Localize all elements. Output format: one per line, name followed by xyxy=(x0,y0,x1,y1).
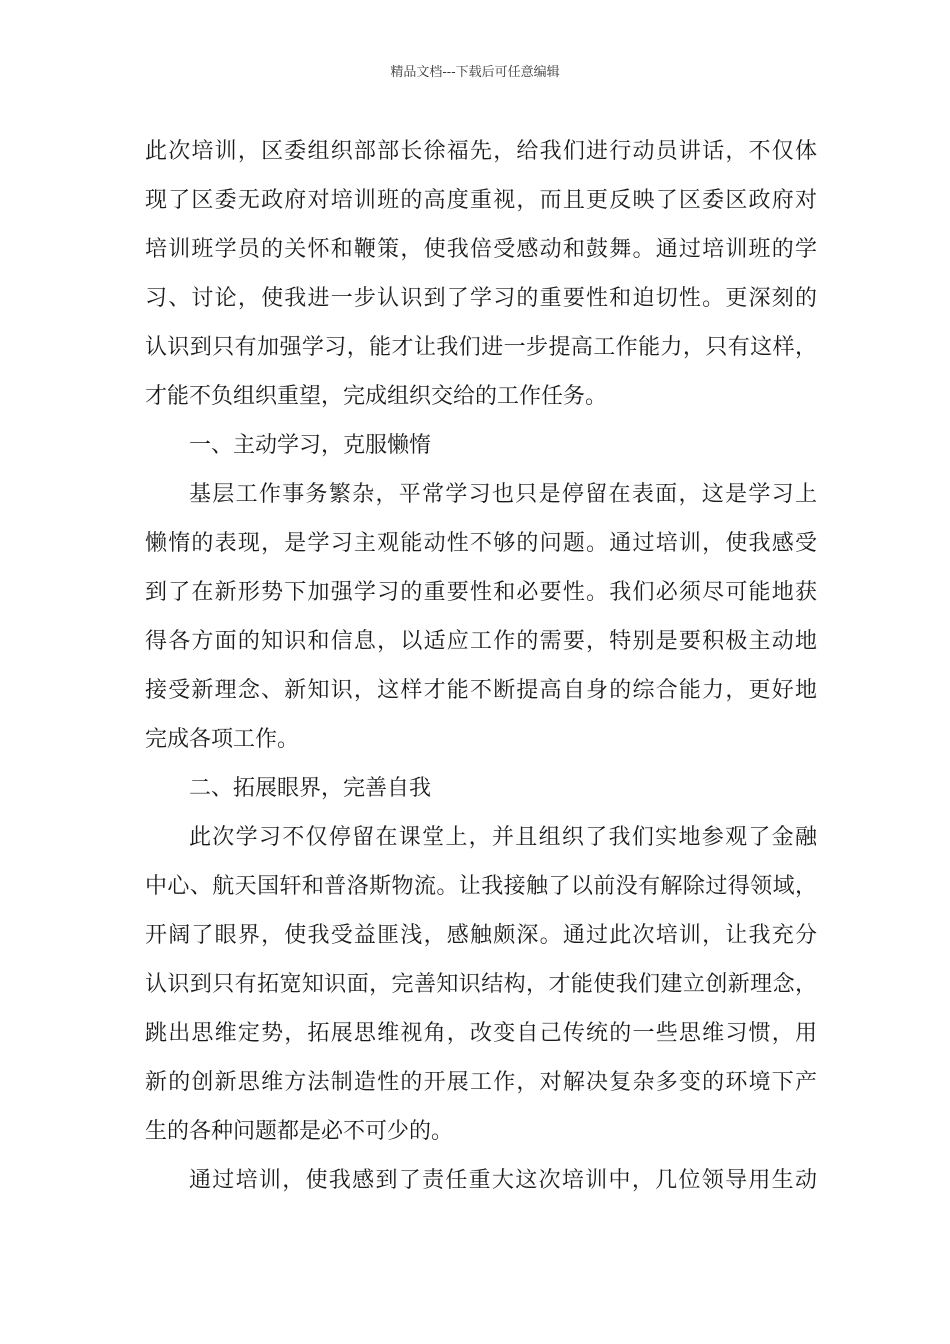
text-line: 此次学习不仅停留在课堂上，并且组织了我们实地参观了金融 xyxy=(189,825,817,850)
section-heading-1: 一、主动学习，克服懒惰 xyxy=(189,433,432,458)
text-line: 到了在新形势下加强学习的重要性和必要性。我们必须尽可能地获 xyxy=(145,580,817,605)
text-line: 培训班学员的关怀和鞭策，使我倍受感动和鼓舞。通过培训班的学 xyxy=(145,237,817,262)
text-line: 跳出思维定势，拓展思维视角，改变自己传统的一些思维习惯，用 xyxy=(145,1021,817,1046)
text-line: 习、讨论，使我进一步认识到了学习的重要性和迫切性。更深刻的 xyxy=(145,286,817,311)
text-line: 此次培训，区委组织部部长徐福先，给我们进行动员讲话，不仅体 xyxy=(145,139,817,164)
text-line: 基层工作事务繁杂，平常学习也只是停留在表面，这是学习上 xyxy=(189,482,817,507)
text-line: 才能不负组织重望，完成组织交给的工作任务。 xyxy=(145,384,608,409)
section-heading-2: 二、拓展眼界，完善自我 xyxy=(189,776,432,801)
text-line: 接受新理念、新知识，这样才能不断提高自身的综合能力，更好地 xyxy=(145,678,817,703)
text-line: 懒惰的表现，是学习主观能动性不够的问题。通过培训，使我感受 xyxy=(145,531,817,556)
text-line: 生的各种问题都是必不可少的。 xyxy=(145,1119,454,1144)
text-line: 现了区委无政府对培训班的高度重视，而且更反映了区委区政府对 xyxy=(145,188,817,213)
text-line: 通过培训，使我感到了责任重大这次培训中，几位领导用生动 xyxy=(189,1168,817,1193)
document-body xyxy=(145,127,817,1205)
text-line: 完成各项工作。 xyxy=(145,727,300,752)
text-line: 中心、航天国轩和普洛斯物流。让我接触了以前没有解除过得领域， xyxy=(145,874,817,899)
text-line: 得各方面的知识和信息，以适应工作的需要，特别是要积极主动地 xyxy=(145,629,817,654)
page-header: 精品文档---下载后可任意编辑 xyxy=(390,65,560,80)
text-line: 新的创新思维方法制造性的开展工作，对解决复杂多变的环境下产 xyxy=(145,1070,817,1095)
text-line: 认识到只有拓宽知识面，完善知识结构，才能使我们建立创新理念， xyxy=(145,972,817,997)
text-line: 开阔了眼界，使我受益匪浅，感触颇深。通过此次培训，让我充分 xyxy=(145,923,817,948)
text-line: 认识到只有加强学习，能才让我们进一步提高工作能力，只有这样， xyxy=(145,335,817,360)
